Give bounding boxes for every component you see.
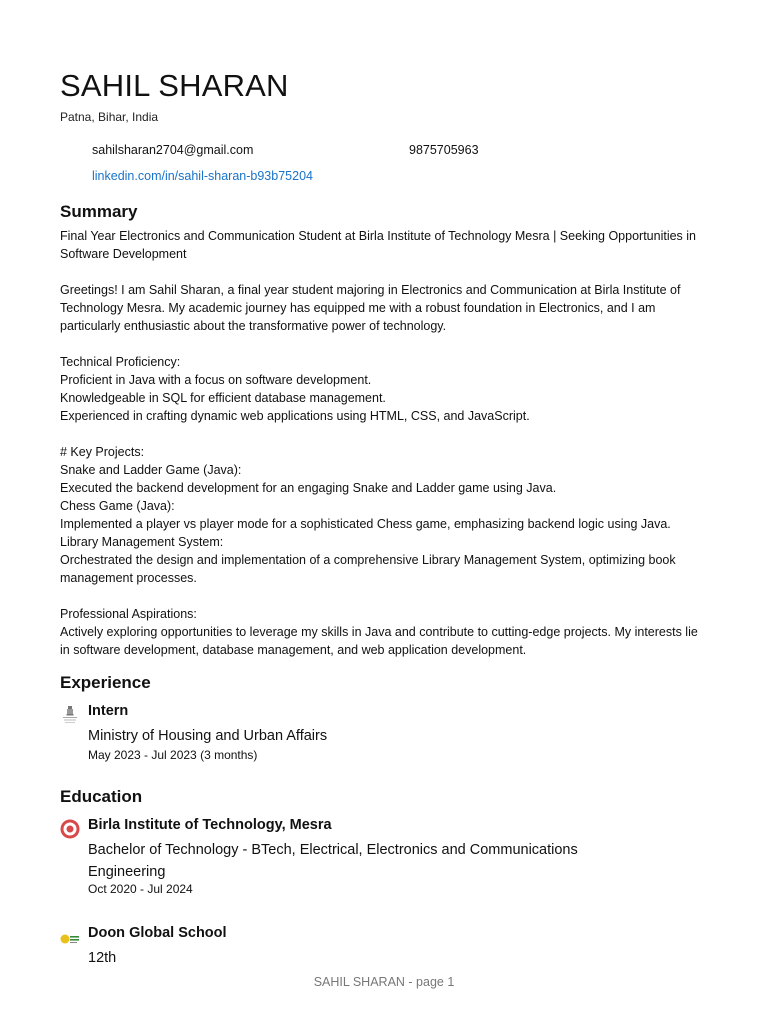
education-degree: 12th xyxy=(88,950,117,966)
experience-dates: May 2023 - Jul 2023 (3 months) xyxy=(88,748,258,762)
page-footer: SAHIL SHARAN - page 1 xyxy=(313,975,455,989)
summary-heading: Summary xyxy=(60,202,138,221)
education-school: Doon Global School xyxy=(88,925,227,941)
summary-paragraph: Final Year Electronics and Communication Student at Birla Institute of Technology Mesra | Seeking Opportunities in Software Development xyxy=(60,229,697,261)
candidate-location: Patna, Bihar, India xyxy=(60,110,159,124)
summary-paragraph: Professional Aspirations: Actively exploring opportunities to leverage my skills in Java and contribute to cutting-edge projects. My interests lie in software development, database management, and web application development. xyxy=(60,607,698,657)
candidate-name: SAHIL SHARAN xyxy=(60,68,289,103)
summary-paragraph: # Key Projects: Snake and Ladder Game (Java): Executed the backend development for an engaging Snake and Ladder game using Java. Chess Game (Java): Implemented a player vs player mode for a sophisticated Chess game, emphasizing backend logic using Java. Library Management System: Orchestrated the design and implementation of a comprehensive Library Management System, optimizing book management processes. xyxy=(60,445,676,585)
education-heading: Education xyxy=(60,787,143,806)
phone-number: 9875705963 xyxy=(409,143,479,157)
doon-global-logo-icon xyxy=(60,929,80,949)
linkedin-link[interactable]: linkedin.com/in/sahil-sharan-b93b75204 xyxy=(92,169,313,183)
bit-mesra-seal-icon xyxy=(60,819,80,839)
experience-heading: Experience xyxy=(60,673,151,692)
experience-organization: Ministry of Housing and Urban Affairs xyxy=(88,728,328,744)
experience-title: Intern xyxy=(88,703,129,719)
email-address[interactable]: sahilsharan2704@gmail.com xyxy=(92,143,254,157)
education-dates: Oct 2020 - Jul 2024 xyxy=(88,882,193,896)
summary-text xyxy=(60,227,700,677)
education-degree: Bachelor of Technology - BTech, Electrical, Electronics and Communications Engineering xyxy=(88,842,578,880)
summary-paragraph: Greetings! I am Sahil Sharan, a final year student majoring in Electronics and Communication at Birla Institute of Technology Mesra. My academic journey has equipped me with a robust foundation in Electronics, and I am particularly enthusiastic about the transformative power of technology. xyxy=(60,283,681,333)
summary-paragraph: Technical Proficiency: Proficient in Java with a focus on software development. Knowledgeable in SQL for efficient database management. Experienced in crafting dynamic web applications using HTML, CSS, and JavaScript. xyxy=(60,355,530,423)
education-school: Birla Institute of Technology, Mesra xyxy=(88,817,332,833)
ministry-emblem-icon xyxy=(60,705,80,725)
